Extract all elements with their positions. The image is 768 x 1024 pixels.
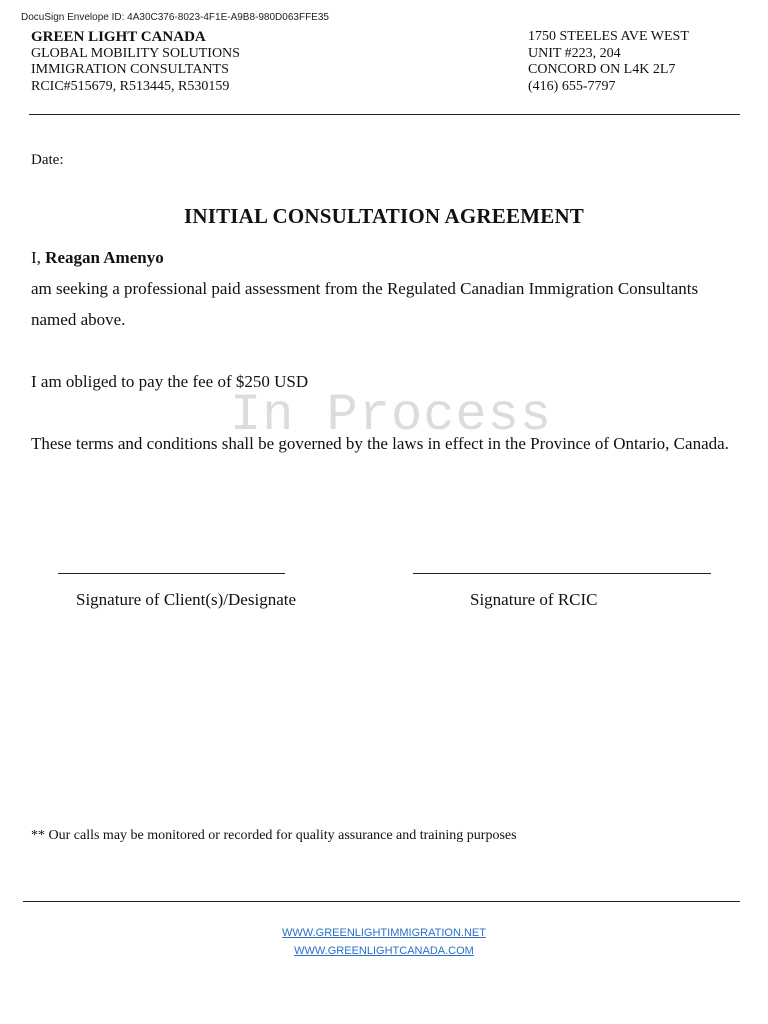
company-subtitle: GLOBAL MOBILITY SOLUTIONS <box>31 45 240 61</box>
address-city: CONCORD ON L4K 2L7 <box>528 62 676 77</box>
company-type: IMMIGRATION CONSULTANTS <box>31 62 229 77</box>
header-divider <box>29 114 740 115</box>
fee-paragraph: I am obliged to pay the fee of $250 USD <box>31 372 309 391</box>
in-process-watermark: In Process <box>230 386 553 445</box>
governing-law-paragraph: These terms and conditions shall be governed by the laws in effect in the Province of Ontario, Canada. <box>31 434 729 453</box>
company-name: GREEN LIGHT CANADA <box>31 29 206 45</box>
company-address <box>528 29 689 95</box>
document-title: INITIAL CONSULTATION AGREEMENT <box>183 204 585 228</box>
company-header <box>31 29 240 95</box>
assessment-paragraph: am seeking a professional paid assessment from the Regulated Canadian Immigration Consultants named above. <box>31 279 699 329</box>
client-prefix: I, <box>31 248 46 267</box>
call-monitoring-note: ** Our calls may be monitored or recorded for quality assurance and training purposes <box>31 828 517 843</box>
footer-divider <box>23 901 740 902</box>
rcic-signature-line[interactable] <box>413 573 711 574</box>
address-phone: (416) 655-7797 <box>528 78 616 94</box>
immigration-website-link[interactable]: WWW.GREENLIGHTIMMIGRATION.NET <box>282 927 486 939</box>
client-signature-label: Signature of Client(s)/Designate <box>76 590 297 609</box>
canada-website-link[interactable]: WWW.GREENLIGHTCANADA.COM <box>294 945 474 957</box>
footer-links <box>0 924 768 960</box>
rcic-signature-label: Signature of RCIC <box>470 590 598 609</box>
client-name: Reagan Amenyo <box>45 248 164 267</box>
address-street: 1750 STEELES AVE WEST <box>528 29 689 44</box>
client-line <box>31 242 731 273</box>
docusign-envelope-id: DocuSign Envelope ID: 4A30C376-8023-4F1E-A9B8-980D063FFE35 <box>21 12 329 23</box>
client-signature-line[interactable] <box>58 573 285 574</box>
rcic-numbers: RCIC#515679, R513445, R530159 <box>31 78 230 94</box>
date-label: Date: <box>31 152 64 168</box>
address-unit: UNIT #223, 204 <box>528 45 621 61</box>
